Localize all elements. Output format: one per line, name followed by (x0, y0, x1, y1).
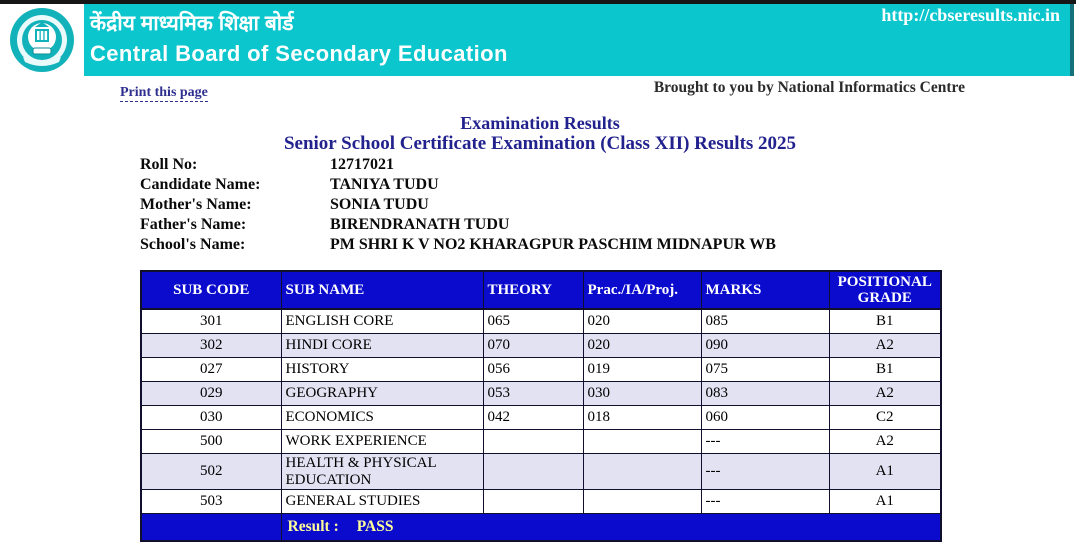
cell-sub-name: GEOGRAPHY (281, 382, 483, 406)
cell-marks: --- (701, 430, 829, 454)
table-row (141, 334, 941, 358)
candidate-field-label: Roll No: (140, 156, 198, 173)
cell-sub-code: 502 (141, 454, 281, 490)
cbse-emblem-icon (9, 7, 75, 73)
cell-theory: 056 (483, 358, 583, 382)
cell-sub-name: GENERAL STUDIES (281, 490, 483, 514)
cell-marks: 060 (701, 406, 829, 430)
cell-grade: B1 (829, 309, 941, 334)
cell-marks: 085 (701, 309, 829, 334)
results-table (140, 270, 942, 542)
cell-marks: 075 (701, 358, 829, 382)
column-header: SUB CODE (141, 271, 281, 309)
table-row (141, 430, 941, 454)
column-header: Prac./IA/Proj. (583, 271, 701, 309)
cell-sub-code: 027 (141, 358, 281, 382)
column-header: POSITIONAL GRADE (829, 271, 941, 309)
cell-marks: --- (701, 454, 829, 490)
cell-grade: A2 (829, 334, 941, 358)
candidate-field (140, 155, 776, 175)
column-header: SUB NAME (281, 271, 483, 309)
candidate-field-value: BIRENDRANATH TUDU (330, 216, 510, 233)
table-row (141, 454, 941, 490)
column-header: MARKS (701, 271, 829, 309)
cell-grade: A1 (829, 454, 941, 490)
cell-sub-name: HINDI CORE (281, 334, 483, 358)
cell-prac: 020 (583, 309, 701, 334)
site-url: http://cbseresults.nic.in (881, 5, 1060, 25)
cell-grade: A2 (829, 430, 941, 454)
candidate-field-value: PM SHRI K V NO2 KHARAGPUR PASCHIM MIDNAPUR WB (330, 236, 776, 253)
cell-theory: 070 (483, 334, 583, 358)
cell-prac: 018 (583, 406, 701, 430)
candidate-details (140, 155, 776, 255)
cell-grade: B1 (829, 358, 941, 382)
candidate-field-value: TANIYA TUDU (330, 176, 439, 193)
cell-sub-code: 503 (141, 490, 281, 514)
cell-prac: 030 (583, 382, 701, 406)
cell-marks: 090 (701, 334, 829, 358)
cell-marks: --- (701, 490, 829, 514)
cell-sub-code: 030 (141, 406, 281, 430)
cell-marks: 083 (701, 382, 829, 406)
table-row (141, 358, 941, 382)
cell-theory: 065 (483, 309, 583, 334)
cell-sub-name: HISTORY (281, 358, 483, 382)
cell-sub-name: HEALTH & PHYSICAL EDUCATION (281, 454, 483, 490)
cell-sub-code: 029 (141, 382, 281, 406)
column-header: THEORY (483, 271, 583, 309)
candidate-field-value: 12717021 (330, 156, 394, 173)
cell-theory (483, 490, 583, 514)
exam-title: Senior School Certificate Examination (Class XII) Results 2025 (283, 133, 797, 154)
table-header-row (141, 271, 941, 309)
candidate-field-label: Candidate Name: (140, 176, 261, 193)
table-row (141, 490, 941, 514)
header-banner (0, 4, 1074, 76)
cell-sub-name: WORK EXPERIENCE (281, 430, 483, 454)
credit-text: Brought to you by National Informatics Centre (653, 79, 965, 96)
result-label: Result : (287, 518, 339, 535)
cell-sub-code: 302 (141, 334, 281, 358)
cell-grade: A2 (829, 382, 941, 406)
cell-sub-name: ENGLISH CORE (281, 309, 483, 334)
cell-grade: C2 (829, 406, 941, 430)
page-title: Examination Results (460, 113, 620, 133)
cell-prac (583, 454, 701, 490)
table-row (141, 309, 941, 334)
candidate-field (140, 195, 776, 215)
table-row (141, 406, 941, 430)
candidate-field (140, 235, 776, 255)
candidate-field (140, 215, 776, 235)
cell-sub-name: ECONOMICS (281, 406, 483, 430)
cell-sub-code: 500 (141, 430, 281, 454)
cell-theory: 042 (483, 406, 583, 430)
org-name-english: Central Board of Secondary Education (90, 41, 508, 66)
candidate-field-label: Mother's Name: (140, 196, 252, 213)
cell-theory: 053 (483, 382, 583, 406)
cell-sub-code: 301 (141, 309, 281, 334)
org-name-hindi: केंद्रीय माध्यमिक शिक्षा बोर्ड (90, 12, 294, 35)
cell-grade: A1 (829, 490, 941, 514)
cell-prac (583, 490, 701, 514)
cell-theory (483, 454, 583, 490)
table-row (141, 382, 941, 406)
cell-prac: 020 (583, 334, 701, 358)
cbse-logo (0, 4, 84, 76)
candidate-field-value: SONIA TUDU (330, 196, 429, 213)
result-value: PASS (356, 518, 394, 535)
result-row-spacer (141, 514, 281, 542)
cell-theory (483, 430, 583, 454)
org-names (90, 9, 508, 69)
result-row (141, 514, 941, 542)
candidate-field-label: Father's Name: (140, 216, 247, 233)
result-cell (281, 514, 941, 542)
cell-prac (583, 430, 701, 454)
candidate-field-label: School's Name: (140, 236, 246, 253)
cell-prac: 019 (583, 358, 701, 382)
print-page-link[interactable]: Print this page (120, 85, 208, 100)
candidate-field (140, 175, 776, 195)
